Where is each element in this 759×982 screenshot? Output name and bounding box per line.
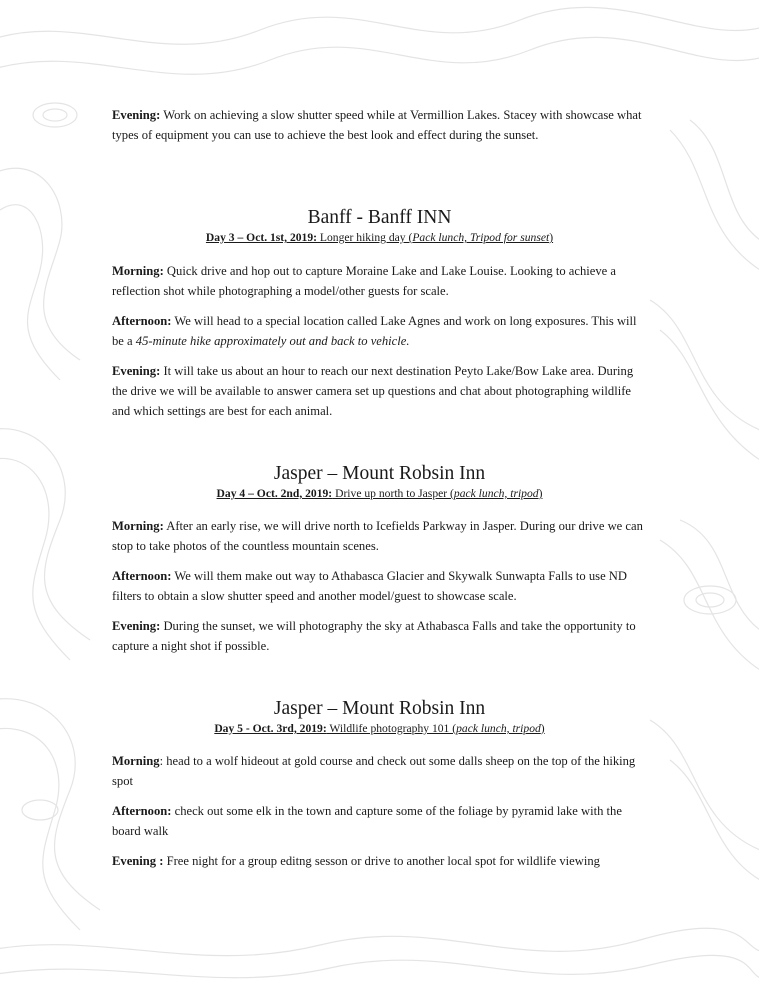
day-label: Day 5 - Oct. 3rd, 2019: bbox=[214, 722, 327, 735]
section-subtitle: Day 5 - Oct. 3rd, 2019: Wildlife photography 101 (pack lunch, tripod) bbox=[214, 722, 545, 735]
day-label: Day 3 – Oct. 1st, 2019: bbox=[205, 231, 318, 244]
morning-paragraph: Morning: head to a wolf hideout at gold course and check out some dalls sheep on the top of the hiking spot bbox=[112, 754, 636, 788]
intro-evening-block bbox=[112, 106, 647, 146]
evening-paragraph: Evening : Free night for a group editng sesson or drive to another local spot for wildlife viewing bbox=[112, 854, 600, 868]
section-heading-day5 bbox=[112, 697, 647, 737]
day4-evening-block bbox=[112, 617, 647, 657]
day3-morning-block bbox=[112, 262, 647, 302]
afternoon-label: Afternoon: bbox=[112, 314, 172, 328]
morning-paragraph: Morning: After an early rise, we will drive north to Icefields Parkway in Jasper. During our drive we can stop to take photos of the countless mountain scenes. bbox=[112, 519, 643, 553]
intro-evening-paragraph bbox=[112, 106, 647, 146]
day5-afternoon-block bbox=[112, 802, 647, 842]
section-heading-day3 bbox=[112, 206, 647, 246]
morning-label: Morning: bbox=[112, 519, 164, 533]
evening-label: Evening: bbox=[112, 364, 161, 378]
day3-afternoon-block bbox=[112, 312, 647, 352]
evening-label: Evening: bbox=[112, 108, 161, 122]
section-title: Jasper – Mount Robsin Inn bbox=[273, 698, 486, 719]
section-title: Jasper – Mount Robsin Inn bbox=[273, 463, 486, 484]
morning-label: Morning bbox=[112, 754, 160, 768]
day3-evening-block bbox=[112, 362, 647, 421]
morning-paragraph: Morning: Quick drive and hop out to capture Moraine Lake and Lake Louise. Looking to achieve a reflection shot while photographing a model/other guests for scale. bbox=[112, 264, 616, 298]
section-subtitle: Day 3 – Oct. 1st, 2019: Longer hiking day (Pack lunch, Tripod for sunset) bbox=[205, 231, 554, 244]
section-title: Banff - Banff INN bbox=[307, 207, 452, 228]
morning-label: Morning: bbox=[112, 264, 164, 278]
afternoon-label: Afternoon: bbox=[112, 569, 172, 583]
afternoon-label: Afternoon: bbox=[112, 804, 172, 818]
section-subtitle: Day 4 – Oct. 2nd, 2019: Drive up north to Jasper (pack lunch, tripod) bbox=[216, 487, 543, 500]
evening-label: Evening: bbox=[112, 619, 161, 633]
day5-morning-block bbox=[112, 752, 647, 792]
afternoon-paragraph: Afternoon: check out some elk in the town and capture some of the foliage by pyramid lake with the board walk bbox=[112, 804, 622, 838]
evening-text: Work on achieving a slow shutter speed while at Vermillion Lakes. Stacey with showcase what types of equipment you can use to achieve the best look and effect during the sunset. bbox=[112, 108, 642, 142]
afternoon-paragraph: Afternoon: We will them make out way to Athabasca Glacier and Skywalk Sunwapta Falls to use ND filters to obtain a slow shutter speed and another model/guest to showcase scale. bbox=[112, 569, 628, 603]
day4-morning-block bbox=[112, 517, 647, 557]
section-heading-day4 bbox=[112, 462, 647, 502]
evening-paragraph: Evening: It will take us about an hour to reach our next destination Peyto Lake/Bow Lake area. During the drive we will be available to answer camera set up questions and chat about photographing wildlife and which settings are best for each animal. bbox=[112, 364, 634, 418]
evening-paragraph: Evening: During the sunset, we will photography the sky at Athabasca Falls and take the opportunity to capture a night shot if possible. bbox=[112, 619, 636, 653]
day5-evening-block bbox=[112, 852, 647, 872]
afternoon-paragraph: Afternoon: We will head to a special location called Lake Agnes and work on long exposures. This will be a 45-minute hike approximately out and back to vehicle. bbox=[112, 314, 637, 348]
evening-label: Evening : bbox=[112, 854, 164, 868]
day-label: Day 4 – Oct. 2nd, 2019: bbox=[216, 487, 333, 500]
day4-afternoon-block bbox=[112, 567, 647, 607]
